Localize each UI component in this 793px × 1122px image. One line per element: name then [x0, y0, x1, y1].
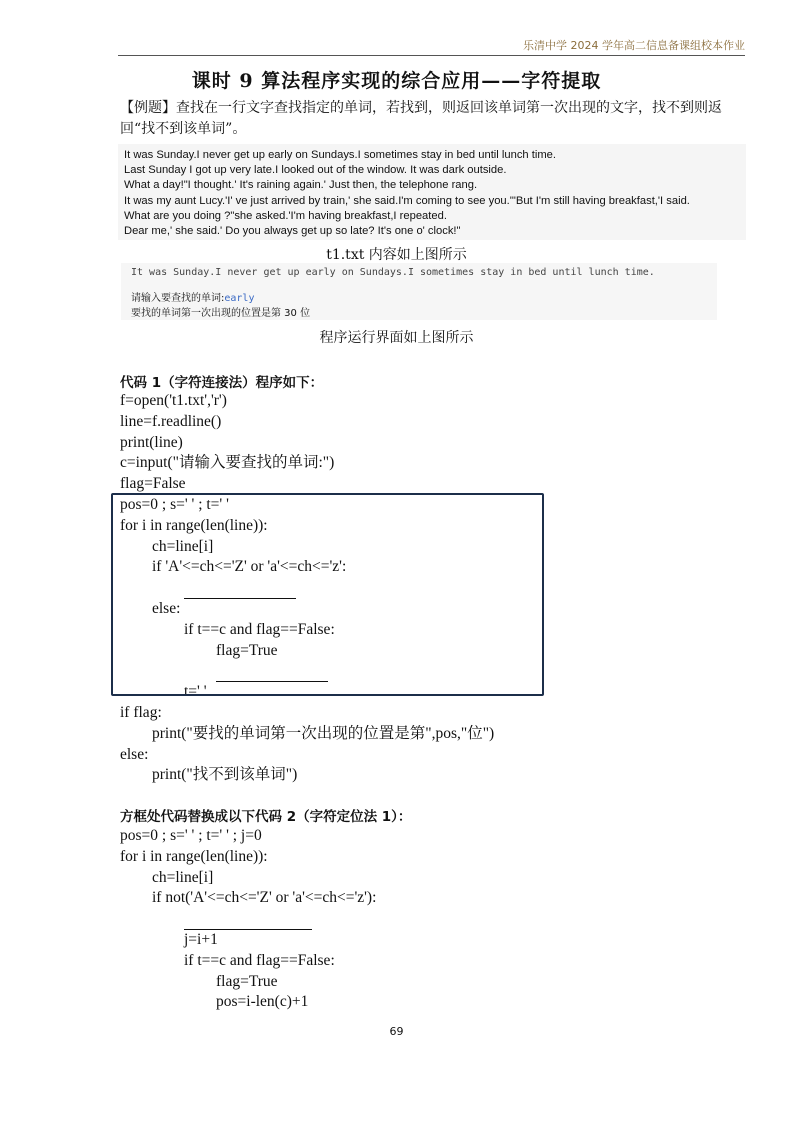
page-number: 69: [389, 1025, 404, 1038]
code-line: flag=True: [216, 641, 278, 659]
blank-line: [184, 915, 312, 930]
sample-line: It was Sunday.I never get up early on Sundays.I sometimes stay in bed until lunch time.: [124, 149, 556, 161]
run-caption: 程序运行界面如上图所示: [319, 330, 474, 346]
code-line: j=i+1: [184, 930, 218, 948]
code-line: print("找不到该单词"): [152, 766, 298, 784]
prompt-input: early: [224, 293, 255, 304]
console-line: It was Sunday.I never get up early on Sundays.I sometimes stay in bed until lunch time.: [131, 267, 655, 278]
code-line: if flag:: [120, 703, 162, 721]
code-line: t=' ': [184, 683, 207, 701]
code2-heading: 方框处代码替换成以下代码 2（字符定位法 1）：: [120, 809, 412, 825]
sample-line: Dear me,' she said.' Do you always get up so late? It's one o' clock!": [124, 225, 461, 238]
console-prompt: [131, 289, 707, 304]
code2-block: [120, 826, 376, 1013]
code-line: if not('A'<=ch<='Z' or 'a'<=ch<='z'):: [152, 889, 377, 907]
sample-line: What are you doing ?"she asked.'I'm having breakfast,I repeated.: [124, 209, 447, 222]
console-result: 要找的单词第一次出现的位置是第 30 位: [131, 308, 311, 319]
code-line: for i in range(len(line)):: [120, 516, 268, 534]
page-title: 课时 9 算法程序实现的综合应用——字符提取: [191, 70, 602, 92]
example-intro: [120, 98, 740, 140]
sample-line: Last Sunday I got up very late.I looked out of the window. It was dark outside.: [124, 164, 507, 177]
code-line: if t==c and flag==False:: [184, 951, 335, 969]
file-caption: t1.txt 内容如上图所示: [326, 247, 467, 263]
code-line: c=input("请输入要查找的单词:"): [120, 454, 335, 472]
sample-line: It was my aunt Lucy.'I' ve just arrived by train,' she said.I'm coming to see you.'"But I'm still having breakfast,'I said.: [124, 194, 690, 207]
prompt-text: 请输入要查找的单词:: [131, 293, 225, 304]
code-line: print("要找的单词第一次出现的位置是第",pos,"位"): [152, 724, 495, 742]
example-text: 查找在一行文字查找指定的单词，若找到，则返回该单词第一次出现的文字，找不到则返回“找不到该单词”。: [120, 100, 722, 137]
code-line: flag=False: [120, 475, 186, 493]
code-line: line=f.readline(): [120, 412, 222, 430]
console-output: [121, 263, 717, 320]
highlight-box: [111, 493, 544, 696]
header-divider: [118, 55, 745, 56]
code-line: ch=line[i]: [152, 537, 214, 555]
code-line: else:: [152, 599, 181, 617]
code-line: f=open('t1.txt','r'): [120, 392, 227, 409]
code-line: if t==c and flag==False:: [184, 620, 335, 638]
code-line: ch=line[i]: [152, 868, 214, 886]
code-line: pos=0 ; s=' ' ; t=' ': [120, 495, 229, 513]
code-line: pos=i-len(c)+1: [216, 993, 309, 1011]
code-line: if 'A'<=ch<='Z' or 'a'<=ch<='z':: [152, 558, 347, 576]
example-label: 【例题】: [120, 100, 176, 116]
fill-blank-3: [120, 909, 376, 930]
code-line: for i in range(len(line)):: [120, 847, 268, 865]
sample-line: What a day!"I thought.' It's raining again.' Just then, the telephone rang.: [124, 179, 478, 192]
code-line: pos=0 ; s=' ' ; t=' ' ; j=0: [120, 827, 262, 844]
file-content-sample: [118, 144, 746, 240]
header-note: 乐清中学 2024 学年高二信息备课组校本作业: [523, 39, 745, 52]
code-line: print(line): [120, 433, 183, 451]
code1-heading: 代码 1（字符连接法）程序如下：: [120, 375, 324, 391]
code-line: flag=True: [216, 972, 278, 990]
code-line: else:: [120, 745, 149, 763]
